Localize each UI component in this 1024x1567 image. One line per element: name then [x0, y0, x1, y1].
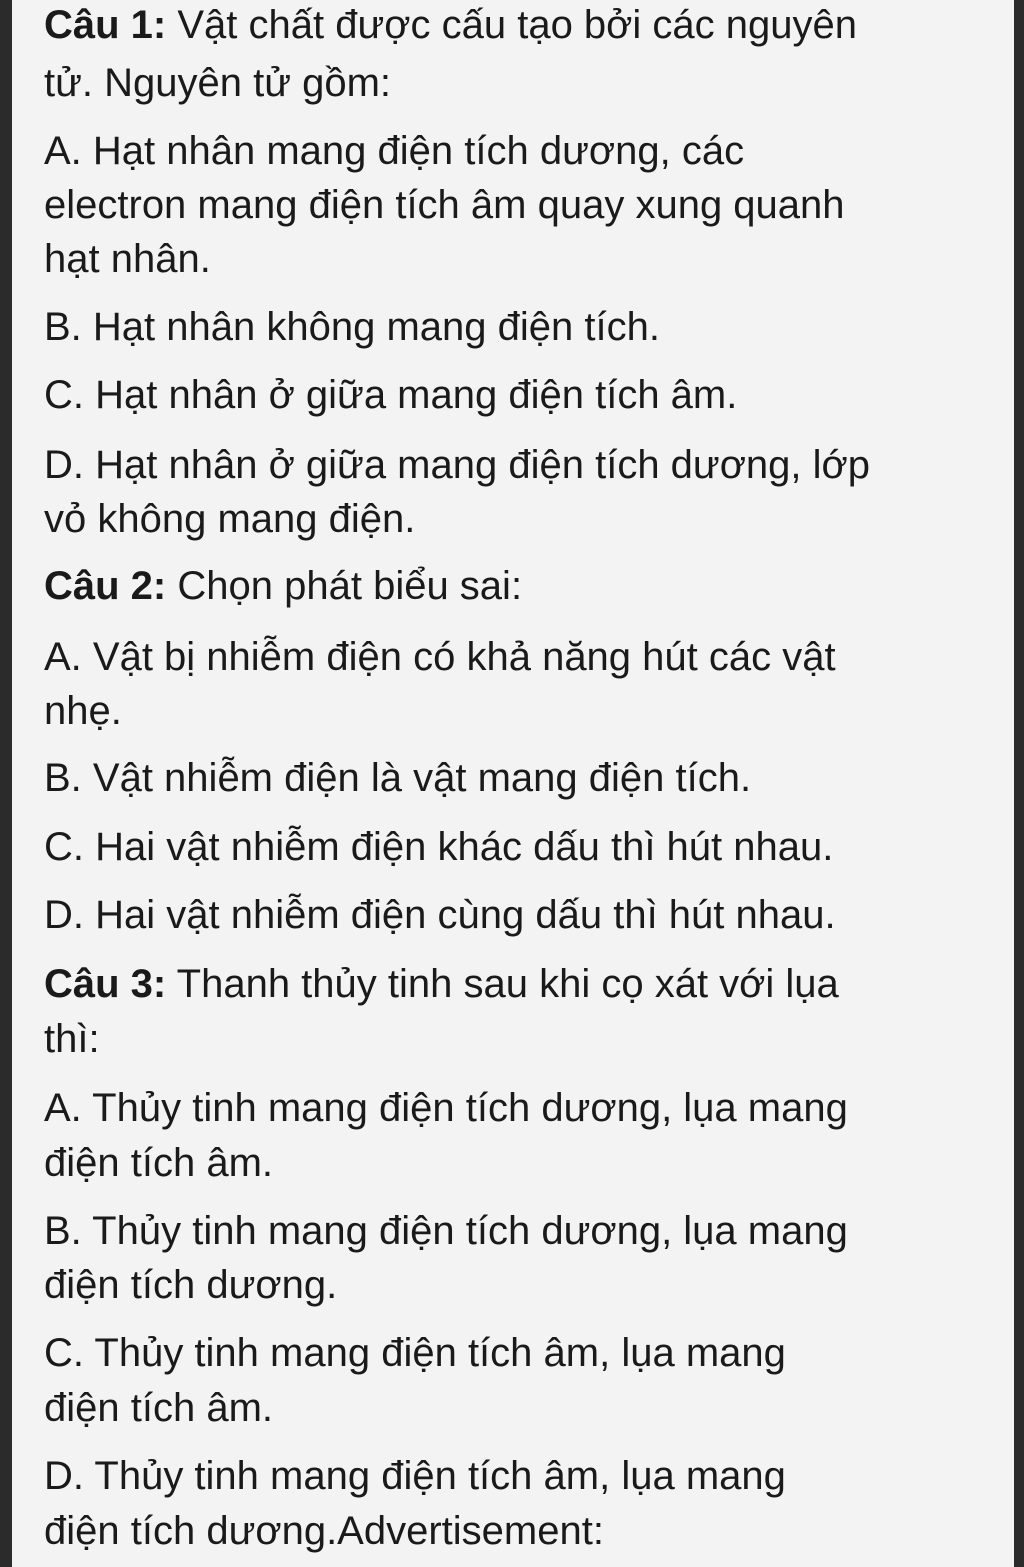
right-frame-border	[1014, 0, 1024, 1567]
question-2-option-a-line-2: nhẹ.	[44, 689, 122, 733]
question-2-option-a-line-1: A. Vật bị nhiễm điện có khả năng hút các vật	[44, 635, 836, 679]
question-3-option-b-line-1: B. Thủy tinh mang điện tích dương, lụa mang	[44, 1209, 848, 1253]
question-3-option-c-line-2: điện tích âm.	[44, 1386, 274, 1430]
question-1-option-d-line-1: D. Hạt nhân ở giữa mang điện tích dương, lớp	[44, 443, 871, 487]
question-3-option-c-line-1: C. Thủy tinh mang điện tích âm, lụa mang	[44, 1331, 786, 1375]
question-3-option-d-line-2: điện tích dương.Advertisement:	[44, 1509, 604, 1553]
question-2-option-b: B. Vật nhiễm điện là vật mang điện tích.	[44, 756, 752, 800]
question-3-option-d-line-1: D. Thủy tinh mang điện tích âm, lụa mang	[44, 1454, 786, 1498]
question-2-option-d: D. Hai vật nhiễm điện cùng dấu thì hút nhau.	[44, 893, 836, 937]
question-3-prompt-line-2: thì:	[44, 1017, 100, 1061]
question-3-option-a-line-1: A. Thủy tinh mang điện tích dương, lụa mang	[44, 1086, 848, 1130]
question-1-label: Câu 1:	[44, 3, 167, 47]
question-1-option-a-line-3: hạt nhân.	[44, 237, 211, 281]
left-frame-border	[0, 0, 12, 1567]
question-1-prompt-line-2: tử. Nguyên tử gồm:	[44, 61, 392, 105]
question-3-option-a-line-2: điện tích âm.	[44, 1141, 274, 1185]
question-3-prompt-line-1: Câu 3: Thanh thủy tinh sau khi cọ xát với lụa	[44, 962, 839, 1006]
question-2-label: Câu 2:	[44, 564, 167, 608]
question-3-label: Câu 3:	[44, 962, 167, 1006]
question-1-option-d-line-2: vỏ không mang điện.	[44, 497, 416, 541]
question-1-option-b: B. Hạt nhân không mang điện tích.	[44, 305, 660, 349]
question-1-option-c: C. Hạt nhân ở giữa mang điện tích âm.	[44, 373, 738, 417]
question-2-option-c: C. Hai vật nhiễm điện khác dấu thì hút nhau.	[44, 825, 834, 869]
question-1-option-a-line-1: A. Hạt nhân mang điện tích dương, các	[44, 129, 745, 173]
question-1-option-a-line-2: electron mang điện tích âm quay xung quanh	[44, 183, 845, 227]
question-3-option-b-line-2: điện tích dương.	[44, 1263, 338, 1307]
question-1-prompt-line-1: Câu 1: Vật chất được cấu tạo bởi các nguyên	[44, 3, 857, 47]
question-2-prompt: Câu 2: Chọn phát biểu sai:	[44, 564, 523, 608]
